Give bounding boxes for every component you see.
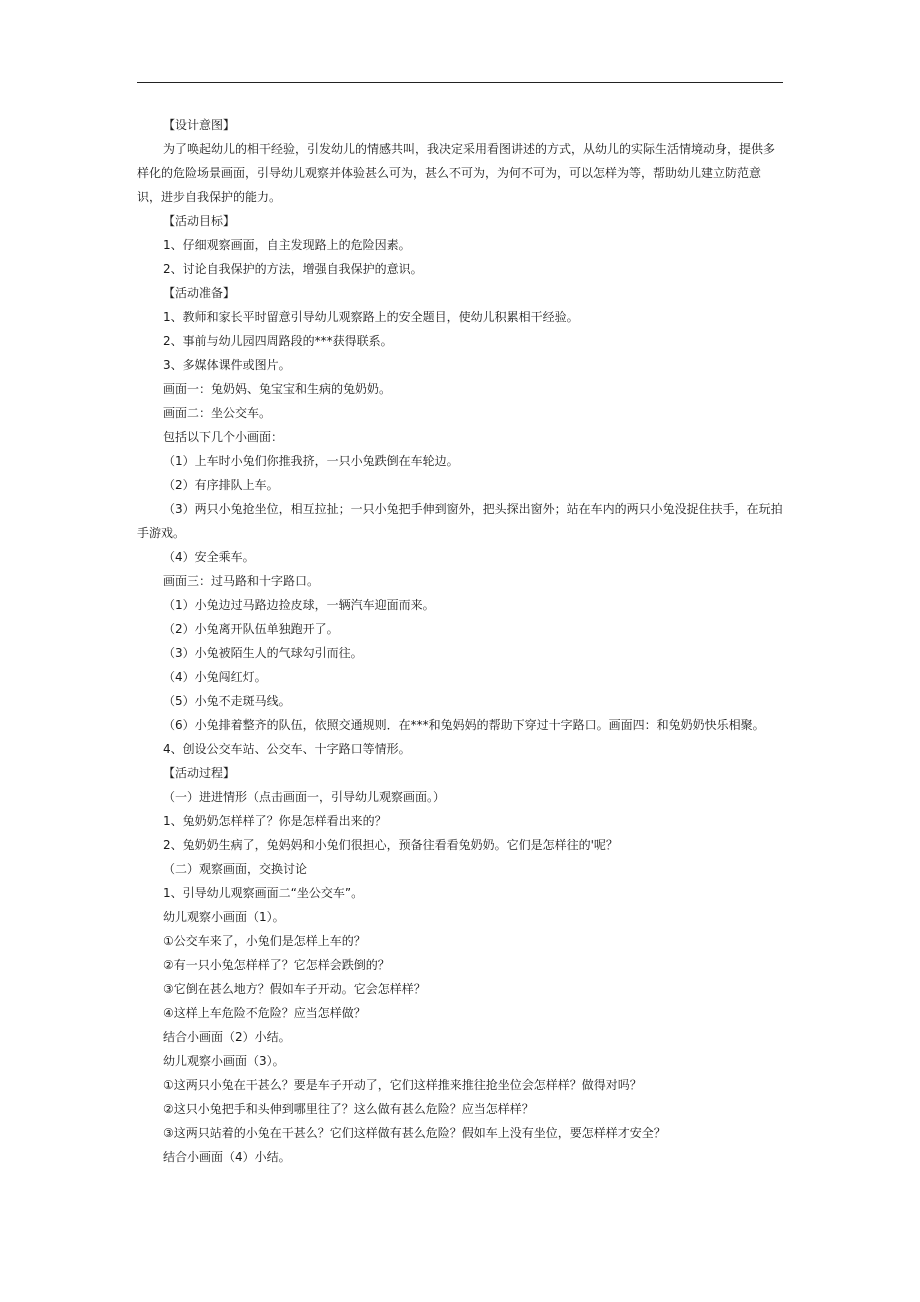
paragraph: 画面一：兔奶妈、兔宝宝和生病的兔奶奶。 [163, 382, 392, 396]
paragraph: （3）小兔被陌生人的气球勾引而往。 [163, 646, 363, 660]
paragraph: 幼儿观察小画面（1）。 [163, 910, 285, 924]
paragraph: ②这只小兔把手和头伸到哪里往了？这么做有甚么危险？应当怎样样？ [163, 1102, 534, 1116]
paragraph: 【设计意图】 [163, 118, 236, 132]
paragraph: 1、引导幼儿观察画面二“坐公交车”。 [163, 886, 364, 900]
paragraph: （5）小兔不走斑马线。 [163, 694, 291, 708]
paragraph: 画面三：过马路和十字路口。 [163, 574, 320, 588]
paragraph: 2、事前与幼儿园四周路段的***获得联系。 [163, 334, 393, 348]
paragraph: （一）进进情形（点击画面一，引导幼儿观察画面。） [163, 790, 446, 804]
paragraph: 为了唤起幼儿的相干经验，引发幼儿的情感共叫，我决定采用看图讲述的方式，从幼儿的实际生活情境动身，提供多样化的危险场景画面，引导幼儿观察并体验甚么可为，甚么不可为，为何不可为，可以怎样为等，帮助幼儿建立防范意识，进步自我保护的能力。 [137, 142, 776, 204]
paragraph: 1、教师和家长平时留意引导幼儿观察路上的安全题目，使幼儿积累相干经验。 [163, 310, 579, 324]
paragraph: ②有一只小兔怎样样了？它怎样会跌倒的？ [163, 958, 390, 972]
paragraph: 【活动目标】 [163, 214, 236, 228]
paragraph: 3、多媒体课件或图片。 [163, 358, 291, 372]
paragraph: （4）安全乘车。 [163, 550, 255, 564]
paragraph: 结合小画面（2）小结。 [163, 1030, 291, 1044]
paragraph: 【活动过程】 [163, 766, 236, 780]
paragraph: ①公交车来了，小兔们是怎样上车的？ [163, 934, 366, 948]
header-rule [137, 82, 783, 83]
paragraph: （3）两只小兔抢坐位，相互拉扯；一只小兔把手伸到窗外，把头探出窗外；站在车内的两只小兔没捉住扶手，在玩拍手游戏。 [137, 502, 783, 540]
paragraph: ①这两只小兔在干甚么？要是车子开动了，它们这样推来推往抢坐位会怎样样？做得对吗？ [163, 1078, 642, 1092]
paragraph: 2、兔奶奶生病了，兔妈妈和小兔们很担心，预备往看看兔奶奶。它们是怎样往的'呢？ [163, 838, 618, 852]
paragraph: （1）上车时小兔们你推我挤，一只小兔跌倒在车轮边。 [163, 454, 459, 468]
paragraph: ③这两只站着的小兔在干甚么？它们这样做有甚么危险？假如车上没有坐位，要怎样样才安全？ [163, 1126, 666, 1140]
paragraph: ④这样上车危险不危险？应当怎样做？ [163, 1006, 366, 1020]
paragraph: 4、创设公交车站、公交车、十字路口等情形。 [163, 742, 411, 756]
paragraph: （2）小兔离开队伍单独跑开了。 [163, 622, 339, 636]
paragraph: （1）小兔边过马路边捡皮球，一辆汽车迎面而来。 [163, 598, 435, 612]
paragraph: 2、讨论自我保护的方法，增强自我保护的意识。 [163, 262, 423, 276]
paragraph: 1、仔细观察画面，自主发现路上的危险因素。 [163, 238, 411, 252]
paragraph: （二）观察画面，交换讨论 [163, 862, 308, 876]
paragraph: 1、兔奶奶怎样样了？你是怎样看出来的？ [163, 814, 387, 828]
paragraph: 幼儿观察小画面（3）。 [163, 1054, 285, 1068]
paragraph: 画面二：坐公交车。 [163, 406, 272, 420]
paragraph: 结合小画面（4）小结。 [163, 1150, 291, 1164]
paragraph: 【活动准备】 [163, 286, 236, 300]
paragraph: （4）小兔闯红灯。 [163, 670, 267, 684]
paragraph: （6）小兔排着整齐的队伍，依照交通规则．在***和兔妈妈的帮助下穿过十字路口。画面四：和兔奶奶快乐相聚。 [163, 718, 765, 732]
paragraph: ③它倒在甚么地方？假如车子开动。它会怎样样？ [163, 982, 426, 996]
paragraph: （2）有序排队上车。 [163, 478, 279, 492]
paragraph: 包括以下几个小画面： [163, 430, 284, 444]
document-body [137, 113, 783, 1169]
